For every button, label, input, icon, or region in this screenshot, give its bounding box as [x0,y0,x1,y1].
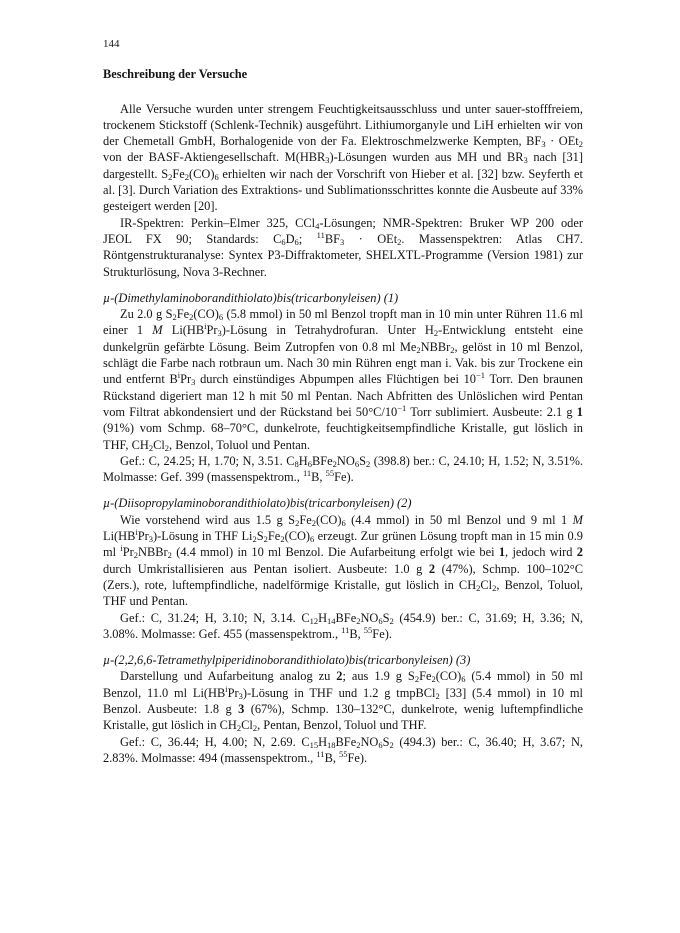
compound-2-procedure: Wie vorstehend wird aus 1.5 g $S_2Fe_2(CO)_6$ (4.4 mmol) in 50 ml Benzol und 9 ml 1 M $Li(HB^iPr_3)$-Lösung in THF $Li_2S_2Fe_2(CO)_6$ erzeugt. Zur grünen Lösung tropft man in 15 min 0.9 ml $^iPr_2NBBr_2$ (4.4 mmol) in 10 ml Benzol. Die Aufarbeitung erfolgt wie bei 1, jedoch wird 2 durch Umkristallisieren aus Pentan isoliert. Ausbeute: 1.0 g 2 (47%), Schmp. 100–102°C (Zers.), rote, luftempfindliche, nadelförmige Kristalle, gut löslich in $CH_2Cl_2$, Benzol, Toluol, THF und Pentan. [103,512,584,609]
compound-3-title: µ-(2,2,6,6-Tetramethylpiperidinoborandithiolato)bis(tricarbonyleisen) (3) [103,653,471,668]
compound-1-procedure: Zu 2.0 g $S_2Fe_2(CO)_6$ (5.8 mmol) in 50 ml Benzol tropft man in 10 min unter Rühren 11.6 ml einer 1 M $Li(HB^iPr_3)$-Lösung in Tetrahydrofuran. Unter $H_2$-Entwicklung entsteht eine dunkelgrün gefärbte Lösung. Beim Zutropfen von 0.8 ml $Me_2NBBr_2$, gelöst in 10 ml Benzol, schlägt die Farbe nach rotbraun um. Nach 30 min Rühren engt man i. Vak. bis zur Trockene ein und entfernt $B^iPr_3$ durch einstündiges Abpumpen alles Flüchtigen bei $10^{-1}$ Torr. Den braunen Rückstand digeriert man 12 h mit 50 ml Pentan. Nach Abfritten des Unlöslichen wird Pentan vom Filtrat abkondensiert und der Rückstand bei $50^\circ C/10^{-1}$ Torr sublimiert. Ausbeute: 2.1 g 1 (91%) vom Schmp. 68–70°C, dunkelrote, feuchtigkeitsempfindliche Kristalle, gut löslich in THF, $CH_2Cl_2$, Benzol, Toluol und Pentan. [103,307,584,453]
compound-2-analysis: Gef.: C, 31.24; H, 3.10; N, 3.14. $C_{12}H_{14}BFe_2NO_6S_2$ (454.9) ber.: C, 31.69; H, 3.36; N, 3.08%. Molmasse: Gef. 455 (massenspektrom., $^{11}$B, $^{55}$Fe). [103,610,583,641]
intro-paragraph-instruments: IR-Spektren: Perkin–Elmer 325, CCl$_4$-Lösungen; NMR-Spektren: Bruker WP 200 oder JEOL FX 90; Standards: $C_6D_6$; $^{11}BF_3 \cdot OEt_2$. Massenspektren: Atlas CH7. Röntgenstrukturanalyse: Syntex P3-Diffraktometer, SHELXTL-Programme (Version 1981) zur Strukturlösung, Nova 3-Rechner. [103,215,584,279]
compound-3-procedure: Darstellung und Aufarbeitung analog zu 2; aus 1.9 g $S_2Fe_2(CO)_6$ (5.4 mmol) in 50 ml Benzol, 11.0 ml $Li(HB^iPr_3)$-Lösung in THF und 1.2 g tmpBCl$_2$ [33] (5.4 mmol) in 10 ml Benzol. Ausbeute: 1.8 g 3 (67%), Schmp. 130–132°C, dunkelrote, wenig luftempfindliche Kristalle, gut löslich in $CH_2Cl_2$, Pentan, Benzol, Toluol und THF. [103,669,583,734]
section-heading: Beschreibung der Versuche [103,67,248,82]
compound-2-title: µ-(Diisopropylaminoborandithiolato)bis(tricarbonyleisen) (2) [103,496,412,511]
page-number: 144 [103,38,120,50]
compound-1-title: µ-(Dimethylaminoborandithiolato)bis(tricarbonyleisen) (1) [103,290,399,305]
document-page [103,36,583,766]
intro-paragraph-materials: Alle Versuche wurden unter strengem Feuchtigkeitsausschluss und unter sauer-stofffreiem, trockenem Stickstoff (Schlenk-Technik) ausgeführt. Lithiumorganyle und LiH erhielten wir von der Chemetall GmbH, Borhalogenide von der Fa. Elektroschmelzwerke Kempten, $BF_3 \cdot OEt_2$ von der BASF-Aktiengesellschaft. $M(HBR_3)$-Lösungen wurden aus MH und $BR_3$ nach [31] dargestellt. $S_2Fe_2(CO)_6$ erhielten wir nach der Vorschrift von Hieber et al. [32] bzw. Seyferth et al. [3]. Durch Variation des Extraktions- und Sublimationsschrittes konnte die Ausbeute auf 33% gesteigert werden [20]. [103,101,584,214]
compound-1-analysis: Gef.: C, 24.25; H, 1.70; N, 3.51. $C_8H_6BFe_2NO_6S_2$ (398.8) ber.: C, 24.10; H, 1.52; N, 3.51%. Molmasse: Gef. 399 (massenspektrom., $^{11}$B, $^{55}$Fe). [103,453,584,485]
compound-3-analysis: Gef.: C, 36.44; H, 4.00; N, 2.69. $C_{15}H_{18}BFe_2NO_6S_2$ (494.3) ber.: C, 36.40; H, 3.67; N, 2.83%. Molmasse: 494 (massenspektrom., $^{11}$B, $^{55}$Fe). [103,734,583,765]
